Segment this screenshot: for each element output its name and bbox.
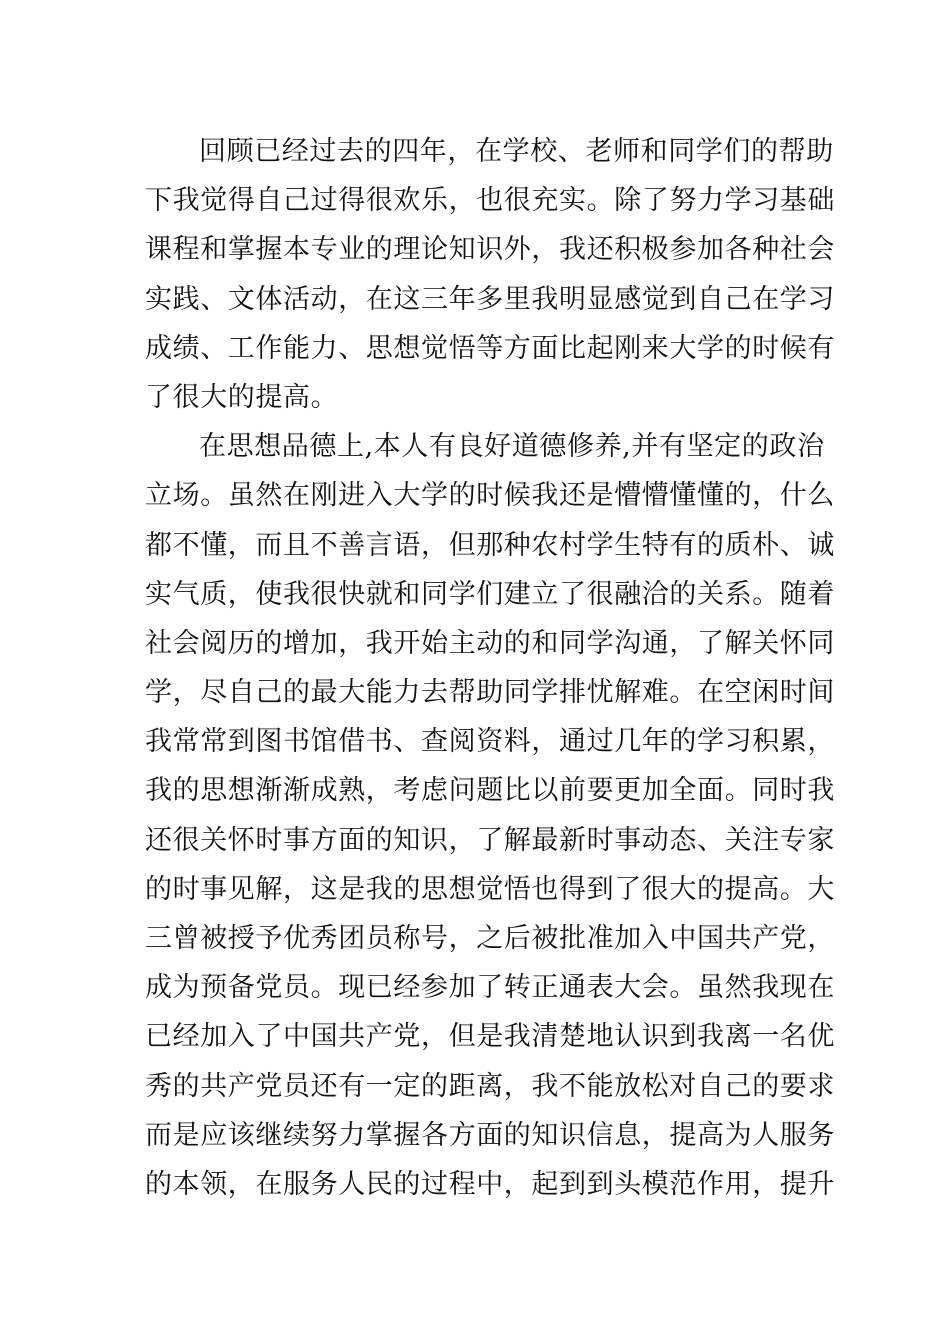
paragraph-2-line-8: 我的思想渐渐成熟，考虑问题比以前要更加全面。同时我 <box>145 775 835 807</box>
paragraph-2-line-16: 的本领，在服务人民的过程中，起到到头模范作用，提升 <box>145 1168 835 1200</box>
paragraph-2-line-12: 成为预备党员。现已经参加了转正通表大会。虽然我现在 <box>145 972 835 1004</box>
paragraph-2-line-2: 立场。虽然在刚进入大学的时候我还是懵懵懂懂的，什么 <box>145 480 835 512</box>
paragraph-2-line-10: 的时事见解，这是我的思想觉悟也得到了很大的提高。大 <box>145 873 835 905</box>
paragraph-1-line-3: 课程和掌握本专业的理论知识外，我还积极参加各种社会 <box>145 234 835 266</box>
paragraph-1-line-6: 了很大的提高。 <box>145 381 339 413</box>
paragraph-1-line-1: 回顾已经过去的四年，在学校、老师和同学们的帮助 <box>199 136 834 167</box>
paragraph-1-line-5: 成绩、工作能力、思想觉悟等方面比起刚来大学的时候有 <box>145 332 835 364</box>
paragraph-2-line-11: 三曾被授予优秀团员称号，之后被批准加入中国共产党， <box>145 923 835 954</box>
paragraph-2-line-14: 秀的共产党员还有一定的距离，我不能放松对自己的要求 <box>145 1070 835 1102</box>
paragraph-2-line-15: 而是应该继续努力掌握各方面的知识信息，提高为人服务 <box>145 1119 835 1151</box>
document-body <box>145 127 835 1209</box>
paragraph-2-line-4: 实气质，使我很快就和同学们建立了很融洽的关系。随着 <box>145 578 835 610</box>
paragraph-2-line-6: 学，尽自己的最大能力去帮助同学排忧解难。在空闲时间 <box>145 677 835 709</box>
paragraph-2-line-1: 在思想品德上,本人有良好道德修养,并有坚定的政治 <box>199 431 825 463</box>
paragraph-1-line-2: 下我觉得自己过得很欢乐，也很充实。除了努力学习基础 <box>145 185 835 217</box>
paragraph-2-line-5: 社会阅历的增加，我开始主动的和同学沟通，了解关怀同 <box>145 627 835 659</box>
paragraph-2-line-9: 还很关怀时事方面的知识，了解最新时事动态、关注专家 <box>145 824 835 856</box>
paragraph-2-line-3: 都不懂，而且不善言语，但那种农村学生特有的质朴、诚 <box>145 529 835 561</box>
paragraph-2-line-13: 已经加入了中国共产党，但是我清楚地认识到我离一名优 <box>145 1021 835 1053</box>
paragraph-1-line-4: 实践、文体活动，在这三年多里我明显感觉到自己在学习 <box>145 283 835 315</box>
paragraph-2-line-7: 我常常到图书馆借书、查阅资料，通过几年的学习积累， <box>145 726 835 758</box>
